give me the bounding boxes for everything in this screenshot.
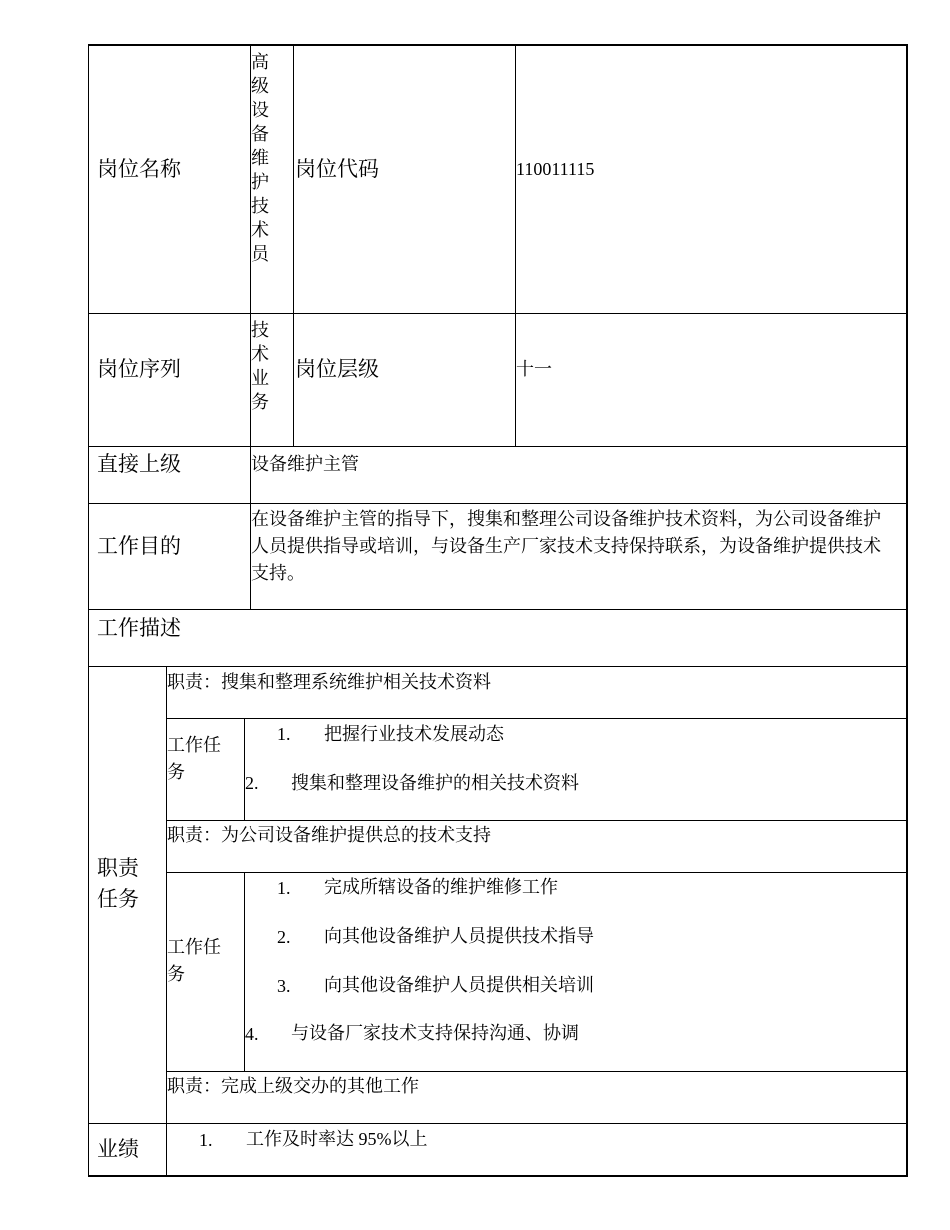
task-text: 搜集和整理设备维护的相关技术资料 [291,773,579,793]
border [88,1123,907,1124]
task-number: 4. [245,1024,259,1044]
performance-text: 工作及时率达 95%以上 [246,1129,428,1149]
purpose-value: 在设备维护主管的指导下，搜集和整理公司设备维护技术资料，为公司设备维护人员提供指导或培训，与设备生产厂家技术支持保持联系，为设备维护提供技术支持。 [251,509,881,583]
border [166,820,907,821]
duties-label: 职责 [97,856,139,880]
duties-label: 任务 [97,887,139,911]
task-text: 向其他设备维护人员提供技术指导 [324,926,594,946]
task-text: 与设备厂家技术支持保持沟通、协调 [291,1023,579,1043]
border [88,1175,907,1177]
task-label: 工作任务 [167,735,221,782]
post-code-value: 110011115 [516,159,595,179]
task-number: 1. [277,724,291,744]
border [88,666,907,667]
border [244,718,245,820]
task-number: 2. [245,773,259,793]
duty-title: 职责：为公司设备维护提供总的技术支持 [167,825,491,845]
duty-title: 职责：完成上级交办的其他工作 [167,1076,419,1096]
post-sequence-value: 技术业务 [251,320,269,412]
task-text: 完成所辖设备的维护维修工作 [324,877,558,897]
border [906,44,908,1177]
border [88,44,89,1177]
post-name-value: 高级设备维护技术员 [251,52,269,264]
task-number: 1. [277,878,291,898]
post-code-label: 岗位代码 [295,157,379,181]
post-sequence-label: 岗位序列 [97,357,181,381]
post-level-value: 十一 [516,359,552,379]
post-level-label: 岗位层级 [295,357,379,381]
task-text: 把握行业技术发展动态 [324,724,504,744]
task-label: 工作任务 [167,937,221,984]
border [88,446,907,447]
border [88,313,907,314]
border [166,872,907,873]
border [88,44,907,46]
supervisor-label: 直接上级 [97,452,181,476]
description-label: 工作描述 [97,616,181,640]
border [88,609,907,610]
post-name-label: 岗位名称 [97,157,181,181]
task-text: 向其他设备维护人员提供相关培训 [324,975,594,995]
task-number: 2. [277,927,291,947]
border [166,1071,907,1072]
border [166,718,907,719]
performance-label: 业绩 [97,1137,139,1161]
duty-title: 职责：搜集和整理系统维护相关技术资料 [167,672,491,692]
border [88,503,907,504]
border [293,44,294,446]
performance-number: 1. [199,1130,213,1150]
border [515,44,516,446]
supervisor-value: 设备维护主管 [251,454,359,474]
purpose-label: 工作目的 [97,534,181,558]
task-number: 3. [277,976,291,996]
